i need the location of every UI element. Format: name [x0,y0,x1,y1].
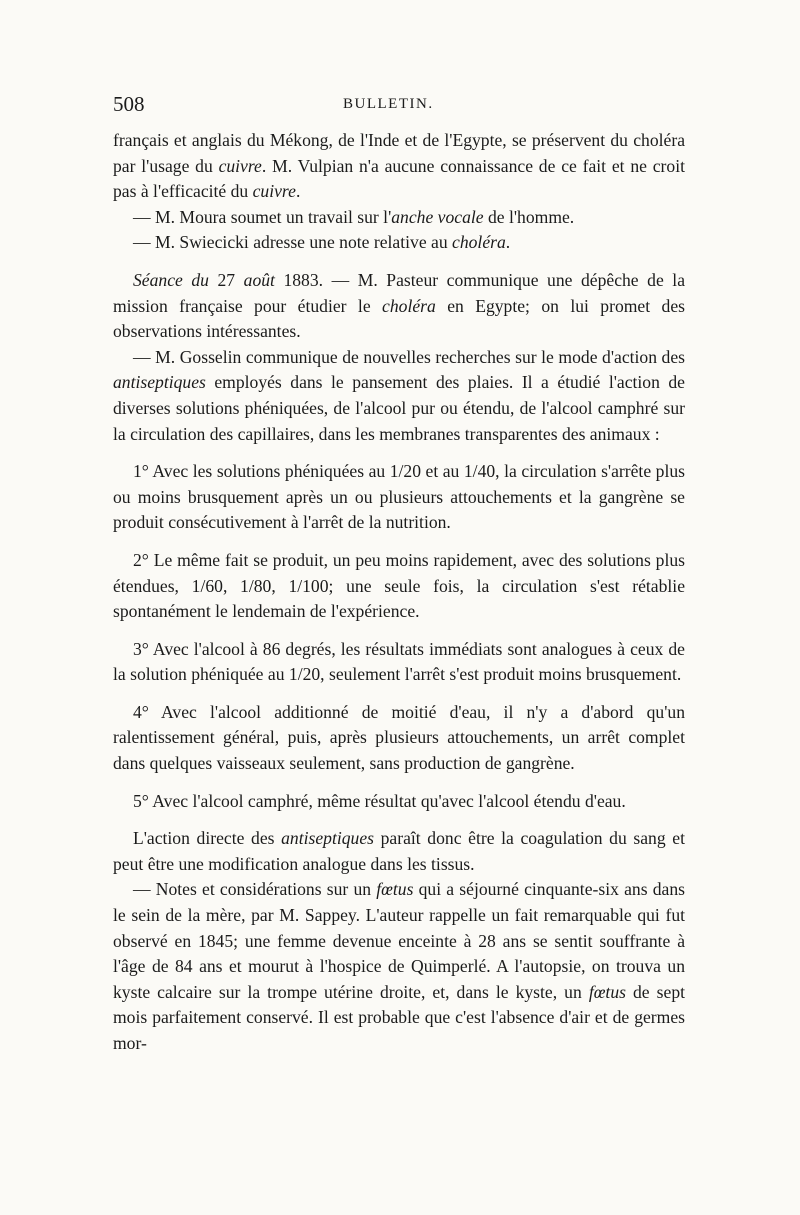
italic-text: fœtus [588,981,626,1002]
italic-text: anche vocale [391,206,484,227]
paragraph [113,877,685,1056]
text-run: qui a séjourné cinquante-six ans dans le sein de la mère, par M. Sappey. L'auteur rappelle un fait remarquable qui fut observé en 1845; une femme devenue enceinte à 28 ans se sentit souffrante à l'âge de 84 ans et mourut à l'hospice de Quimperlé. A l'autopsie, on trouva un kyste calcaire sur la trompe utérine droite, et, dans le kyste, un [113,879,685,1002]
page-number: 508 [113,92,145,116]
text-run: de l'homme. [483,206,575,227]
text-run: 1883. — M. Pasteur communique une dépêche de la mission française pour étudier le [113,269,686,316]
text-run: 5° Avec l'alcool camphré, même résultat qu'avec l'alcool étendu d'eau. [133,790,626,811]
paragraph [113,205,685,231]
paragraph [113,345,685,447]
paragraph [113,637,685,688]
paragraph [113,826,685,877]
text-run: 3° Avec l'alcool à 86 degrés, les résultats immédiats sont analogues à ceux de la solution phéniquée au 1/20, seulement l'arrêt s'est produit moins brusquement. [113,638,685,685]
page-header [113,92,685,122]
paragraph [113,789,685,815]
paragraph [113,700,685,777]
text-run: . [505,232,511,253]
paragraph [113,548,685,625]
italic-text: antiseptiques [113,372,206,393]
italic-text: cuivre [218,155,262,176]
text-run: de sept mois parfaitement conservé. Il est probable que c'est l'absence d'air et de germes mor- [113,981,685,1053]
text-run: paraît donc être la coagulation du sang et peut être une modification analogue dans les tissus. [113,828,685,874]
text-run: — M. Moura soumet un travail sur l' [133,206,392,227]
paragraph [113,268,685,345]
text-run: — M. Swiecicki adresse une note relative au [133,232,453,253]
text-run: 1° Avec les solutions phéniquées au 1/20 et au 1/40, la circulation s'arrête plus ou moins brusquement après un ou plusieurs attouchements et la gangrène se produit consécutivement à l'arrêt de la nutrition. [113,461,685,533]
text-run: — Notes et considérations sur un [133,879,377,900]
text-run: en Egypte; on lui promet des observations intéressantes. [113,295,685,342]
body-text [113,128,685,1057]
running-head: BULLETIN. [343,96,434,112]
text-run: 2° Le même fait se produit, un peu moins rapidement, avec des solutions plus étendues, 1/60, 1/80, 1/100; une seule fois, la circulation s'est rétablie spontanément le lendemain de l'expérience. [113,549,685,622]
italic-text: fœtus [376,879,414,900]
paragraph [113,128,685,205]
italic-text: août [243,269,275,290]
text-run: L'action directe des [133,828,282,849]
text-run: — M. Gosselin communique de nouvelles recherches sur le mode d'action des [133,346,685,367]
italic-text: choléra [382,295,436,316]
italic-text: choléra [452,232,506,253]
text-run: . M. Vulpian n'a aucune connaissance de ce fait et ne croit pas à l'efficacité du [113,155,685,202]
italic-text: cuivre [252,181,296,202]
text-run: français et anglais du Mékong, de l'Inde et de l'Egypte, se préservent du choléra par l'usage du [113,130,685,176]
text-run: 4° Avec l'alcool additionné de moitié d'eau, il n'y a d'abord qu'un ralentissement général, puis, après plusieurs attouchements, un arrêt complet dans quelques vaisseaux seulement, sans production de gangrène. [113,701,685,774]
text-run: . [295,181,301,202]
italic-text: antiseptiques [281,828,374,849]
text-run: employés dans le pansement des plaies. Il a étudié l'action de diverses solutions phéniquées, de l'alcool pur ou étendu, de l'alcool camphré sur la circulation des capillaires, dans les membranes transparentes des animaux : [113,372,685,444]
text-run: 27 [208,269,244,290]
italic-text: Séance du [133,269,209,290]
paragraph [113,230,685,256]
paragraph [113,459,685,536]
